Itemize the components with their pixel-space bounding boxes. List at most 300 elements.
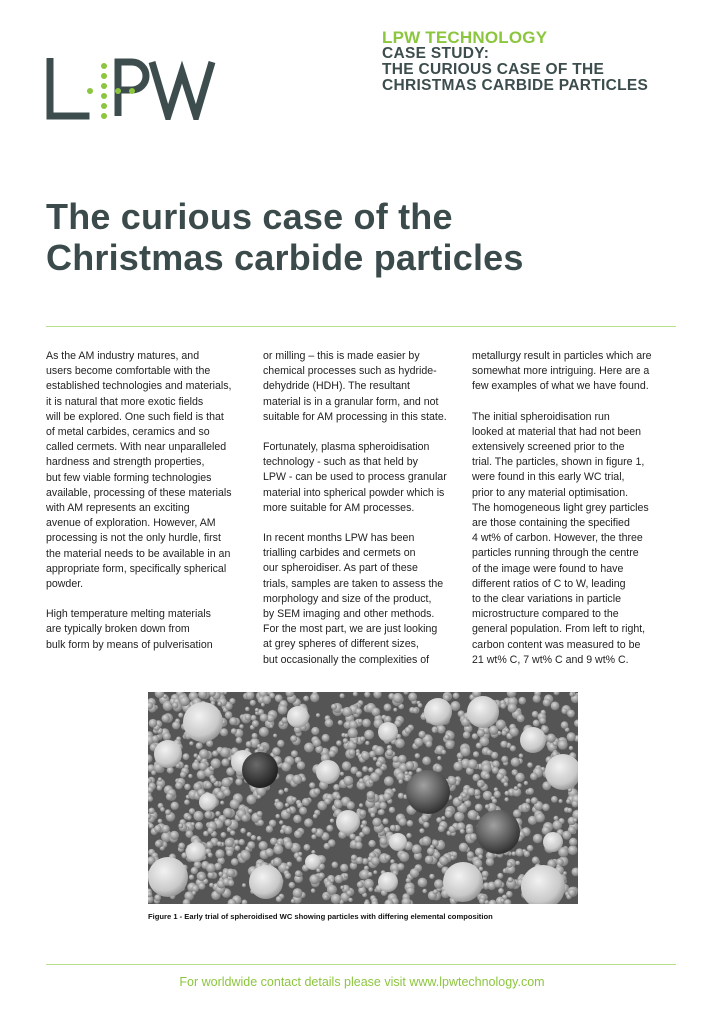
small-particle [390,825,396,831]
text-line: technology - such as that held by [263,456,418,469]
small-particle [449,826,456,833]
small-particle [405,761,414,770]
small-particle [259,841,268,850]
text-line: of the image were found to have [472,562,624,575]
small-particle [342,707,352,717]
text-line: 4 wt% of carbon. However, the three [472,532,643,545]
text-line: material into spherical powder which is [263,486,445,499]
small-particle [451,856,455,860]
header-company: LPW TECHNOLOGY [382,28,548,47]
small-particle [246,795,256,805]
small-particle [310,693,319,702]
small-particle [554,816,559,821]
small-particle [353,739,358,744]
small-particle [196,742,203,749]
small-particle [569,692,574,697]
small-particle [454,812,464,822]
small-particle [494,791,501,798]
small-particle [500,741,507,748]
small-particle [412,708,418,714]
small-particle [180,771,186,777]
small-particle [524,851,530,857]
small-particle [247,841,255,849]
small-particle [311,850,315,854]
large-particle [148,857,188,897]
small-particle [364,879,374,889]
small-particle [222,778,232,788]
paragraph [472,410,672,668]
small-particle [514,786,518,790]
small-particle [210,777,216,783]
paragraph [46,607,246,653]
text-line: particles running through the centre [472,547,639,560]
small-particle [567,732,576,741]
small-particle [217,702,222,707]
small-particle [426,741,433,748]
small-particle [379,802,386,809]
small-particle [567,808,572,813]
small-particle [309,874,319,884]
small-particle [384,704,392,712]
text-line: users become comfortable with the [46,365,211,378]
small-particle [275,814,280,819]
small-particle [152,735,159,742]
small-particle [248,809,252,813]
small-particle [193,811,203,821]
small-particle [497,873,503,879]
small-particle [259,727,269,737]
small-particle [347,801,355,809]
small-particle [198,883,205,890]
small-particle [304,844,311,851]
header-title-line2: CHRISTMAS CARBIDE PARTICLES [382,77,649,94]
large-particle [467,696,499,728]
small-particle [189,741,193,745]
small-particle [399,852,409,862]
small-particle [245,707,250,712]
small-particle [327,885,337,895]
small-particle [178,713,183,718]
small-particle [158,819,163,824]
text-column-2 [263,349,459,683]
small-particle [183,753,190,760]
small-particle [478,854,483,859]
small-particle [229,698,235,704]
small-particle [419,828,424,833]
small-particle [342,761,351,770]
small-particle [314,788,321,795]
small-particle [311,888,316,893]
small-particle [410,868,420,878]
small-particle [334,800,343,809]
small-particle [344,873,349,878]
small-particle [226,849,233,856]
small-particle [397,863,404,870]
paragraph [263,440,459,516]
small-particle [460,746,470,756]
small-particle [535,813,545,823]
small-particle [195,822,203,830]
small-particle [504,797,508,801]
text-line: extensively screened prior to the [472,441,625,454]
text-line: looked at material that had not been [472,425,642,438]
small-particle [447,776,456,785]
small-particle [245,714,252,721]
small-particle [235,778,242,785]
text-line: with AM represents an exciting [46,502,190,515]
small-particle [260,714,268,722]
small-particle [358,719,363,724]
small-particle [221,758,229,766]
small-particle [484,773,490,779]
small-particle [567,710,575,718]
text-line: As the AM industry matures, and [46,350,200,362]
small-particle [276,896,282,902]
text-line: processing is not the only hurdle, first [46,532,221,545]
large-particle [287,706,309,728]
text-line: avenue of exploration. However, AM [46,517,216,530]
small-particle [165,809,171,815]
small-particle [273,845,283,855]
small-particle [349,749,356,756]
small-particle [217,791,225,799]
small-particle [460,829,465,834]
small-particle [408,771,413,776]
text-line: were found in this early WC trial, [472,471,625,484]
small-particle [517,714,525,722]
text-line: different ratios of C to W, leading [472,577,626,590]
small-particle [501,730,507,736]
small-particle [398,793,404,799]
small-particle [385,855,391,861]
small-particle [389,807,395,813]
large-particle [476,810,520,854]
small-particle [362,719,371,728]
small-particle [533,834,543,844]
small-particle [467,851,474,858]
text-line: metallurgy result in particles which are [472,350,652,362]
small-particle [532,711,539,718]
small-particle [542,804,550,812]
small-particle [162,825,170,833]
small-particle [368,872,373,877]
large-particle [336,810,360,834]
text-line: or milling – this is made easier by [263,350,420,362]
text-line: trialling carbides and cermets on [263,547,416,560]
small-particle [240,850,250,860]
small-particle [432,729,436,733]
small-particle [302,798,310,806]
small-particle [501,756,508,763]
small-particle [340,886,344,890]
small-particle [313,814,318,819]
small-particle [507,862,513,868]
small-particle [223,808,233,818]
small-particle [356,771,362,777]
footer-contact: For worldwide contact details please visit www.lpwtechnology.com [179,975,545,989]
small-particle [524,781,528,785]
small-particle [230,799,240,809]
small-particle [561,721,569,729]
small-particle [285,873,291,879]
small-particle [561,708,567,714]
small-particle [492,760,500,768]
small-particle [444,734,450,740]
small-particle [304,743,314,753]
small-particle [527,788,534,795]
small-particle [527,762,533,768]
small-particle [170,831,179,840]
small-particle [295,870,302,877]
small-particle [252,733,258,739]
small-particle [470,833,478,841]
text-line: the material needs to be available in an [46,547,231,560]
small-particle [255,708,259,712]
page-title [46,196,686,278]
small-particle [500,703,506,709]
small-particle [293,888,303,898]
small-particle [207,827,214,834]
small-particle [405,777,409,781]
small-particle [279,820,283,824]
text-line: will be explored. One such field is that [46,410,224,423]
large-particle [424,698,452,726]
small-particle [290,735,297,742]
small-particle [194,753,198,757]
small-particle [316,713,320,717]
small-particle [208,852,213,857]
small-particle [258,820,264,826]
small-particle [297,761,305,769]
small-particle [418,878,428,888]
small-particle [473,774,480,781]
small-particle [311,727,319,735]
small-particle [154,825,161,832]
small-particle [199,749,209,759]
small-particle [573,818,577,822]
small-particle [372,818,381,827]
small-particle [343,738,348,743]
small-particle [511,757,520,766]
small-particle [346,890,352,896]
divider-bottom [46,964,676,965]
small-particle [450,701,460,711]
small-particle [368,767,373,772]
logo-letter-l [50,60,86,116]
text-line: more suitable for AM processes. [263,501,415,514]
small-particle [184,784,190,790]
small-particle [273,734,277,738]
text-line: established technologies and materials, [46,380,232,393]
small-particle [209,883,214,888]
logo-letter-w [152,62,212,116]
page-title-line2: Christmas carbide particles [46,237,524,278]
small-particle [543,699,551,707]
small-particle [231,728,237,734]
small-particle [386,749,393,756]
small-particle [149,719,158,728]
small-particle [365,741,369,745]
small-particle [356,857,363,864]
small-particle [282,717,288,723]
small-particle [191,822,195,826]
large-particle [378,872,398,892]
small-particle [325,719,334,728]
small-particle [273,857,282,866]
small-particle [250,700,256,706]
small-particle [229,717,237,725]
small-particle [425,855,434,864]
small-particle [525,805,530,810]
text-line: material is in a granular form, and not [263,395,439,408]
small-particle [192,891,196,895]
text-line: somewhat more intriguing. Here are a [472,365,650,378]
small-particle [441,750,446,755]
small-particle [445,810,453,818]
small-particle [436,817,442,823]
small-particle [162,714,170,722]
small-particle [278,705,288,715]
large-particle [389,833,407,851]
text-line: to the clear variations in particle [472,593,621,606]
small-particle [526,798,531,803]
small-particle [422,889,427,894]
small-particle [293,815,301,823]
small-particle [215,849,224,858]
small-particle [338,720,343,725]
small-particle [266,825,273,832]
small-particle [340,772,344,776]
small-particle [309,782,315,788]
small-particle [505,791,510,796]
small-particle [187,816,191,820]
small-particle [515,861,520,866]
small-particle [371,857,380,866]
small-particle [180,696,190,706]
large-particle [154,740,182,768]
small-particle [362,826,370,834]
small-particle [236,737,243,744]
text-line: prior to any material optimisation. [472,486,629,499]
small-particle [242,883,246,887]
small-particle [252,720,259,727]
small-particle [247,832,252,837]
small-particle [422,756,431,765]
large-particle [242,752,278,788]
text-line: microstructure compared to the [472,608,619,621]
small-particle [330,819,334,823]
small-particle [492,767,499,774]
small-particle [291,750,298,757]
text-line: but few viable forming technologies [46,471,212,484]
text-line: by SEM imaging and other methods. [263,608,435,621]
small-particle [239,724,244,729]
small-particle [226,869,235,878]
small-particle [331,704,337,710]
small-particle [433,889,438,894]
small-particle [251,715,257,721]
small-particle [367,791,376,800]
text-line: it is natural that more exotic fields [46,395,204,408]
small-particle [414,738,423,747]
text-line: In recent months LPW has been [263,532,415,545]
small-particle [225,819,232,826]
small-particle [435,765,443,773]
small-particle [494,879,502,887]
small-particle [333,784,340,791]
small-particle [429,874,434,879]
small-particle [239,839,245,845]
small-particle [230,830,235,835]
small-particle [421,814,429,822]
small-particle [348,898,352,902]
small-particle [393,708,397,712]
large-particle [249,865,283,899]
text-line: chemical processes such as hydride- [263,365,437,378]
small-particle [330,879,334,883]
small-particle [453,692,460,699]
small-particle [546,734,555,743]
small-particle [421,836,431,846]
text-line: morphology and size of the product, [263,592,432,605]
small-particle [348,728,358,738]
small-particle [467,788,475,796]
text-column-1 [46,349,246,668]
small-particle [303,696,309,702]
text-line: available, processing of these materials [46,486,232,499]
small-particle [328,750,335,757]
text-line: LPW - can be used to process granular [263,471,447,484]
small-particle [496,720,506,730]
small-particle [486,750,492,756]
small-particle [323,894,329,900]
small-particle [336,795,341,800]
text-line: hardness and strength properties, [46,456,205,469]
small-particle [286,808,291,813]
small-particle [398,755,407,764]
small-particle [533,695,541,703]
small-particle [262,695,271,704]
small-particle [257,836,262,841]
figure-caption: Figure 1 - Early trial of spheroidised WC showing particles with differing elemental composition [148,912,493,921]
small-particle [157,785,163,791]
small-particle [246,741,252,747]
small-particle [192,885,199,892]
small-particle [299,807,307,815]
small-particle [468,810,478,820]
small-particle [568,889,576,897]
small-particle [476,743,482,749]
small-particle [166,793,174,801]
small-particle [281,762,291,772]
small-particle [275,802,283,810]
small-particle [257,795,261,799]
small-particle [292,775,302,785]
small-particle [379,809,385,815]
small-particle [519,754,524,759]
large-particle [316,760,340,784]
small-particle [527,845,534,852]
small-particle [519,697,527,705]
small-particle [533,720,540,727]
large-particle [543,832,563,852]
small-particle [463,731,470,738]
small-particle [289,882,295,888]
small-particle [434,879,444,889]
large-particle [183,702,223,742]
small-particle [343,776,353,786]
sem-particle-image [148,692,578,904]
